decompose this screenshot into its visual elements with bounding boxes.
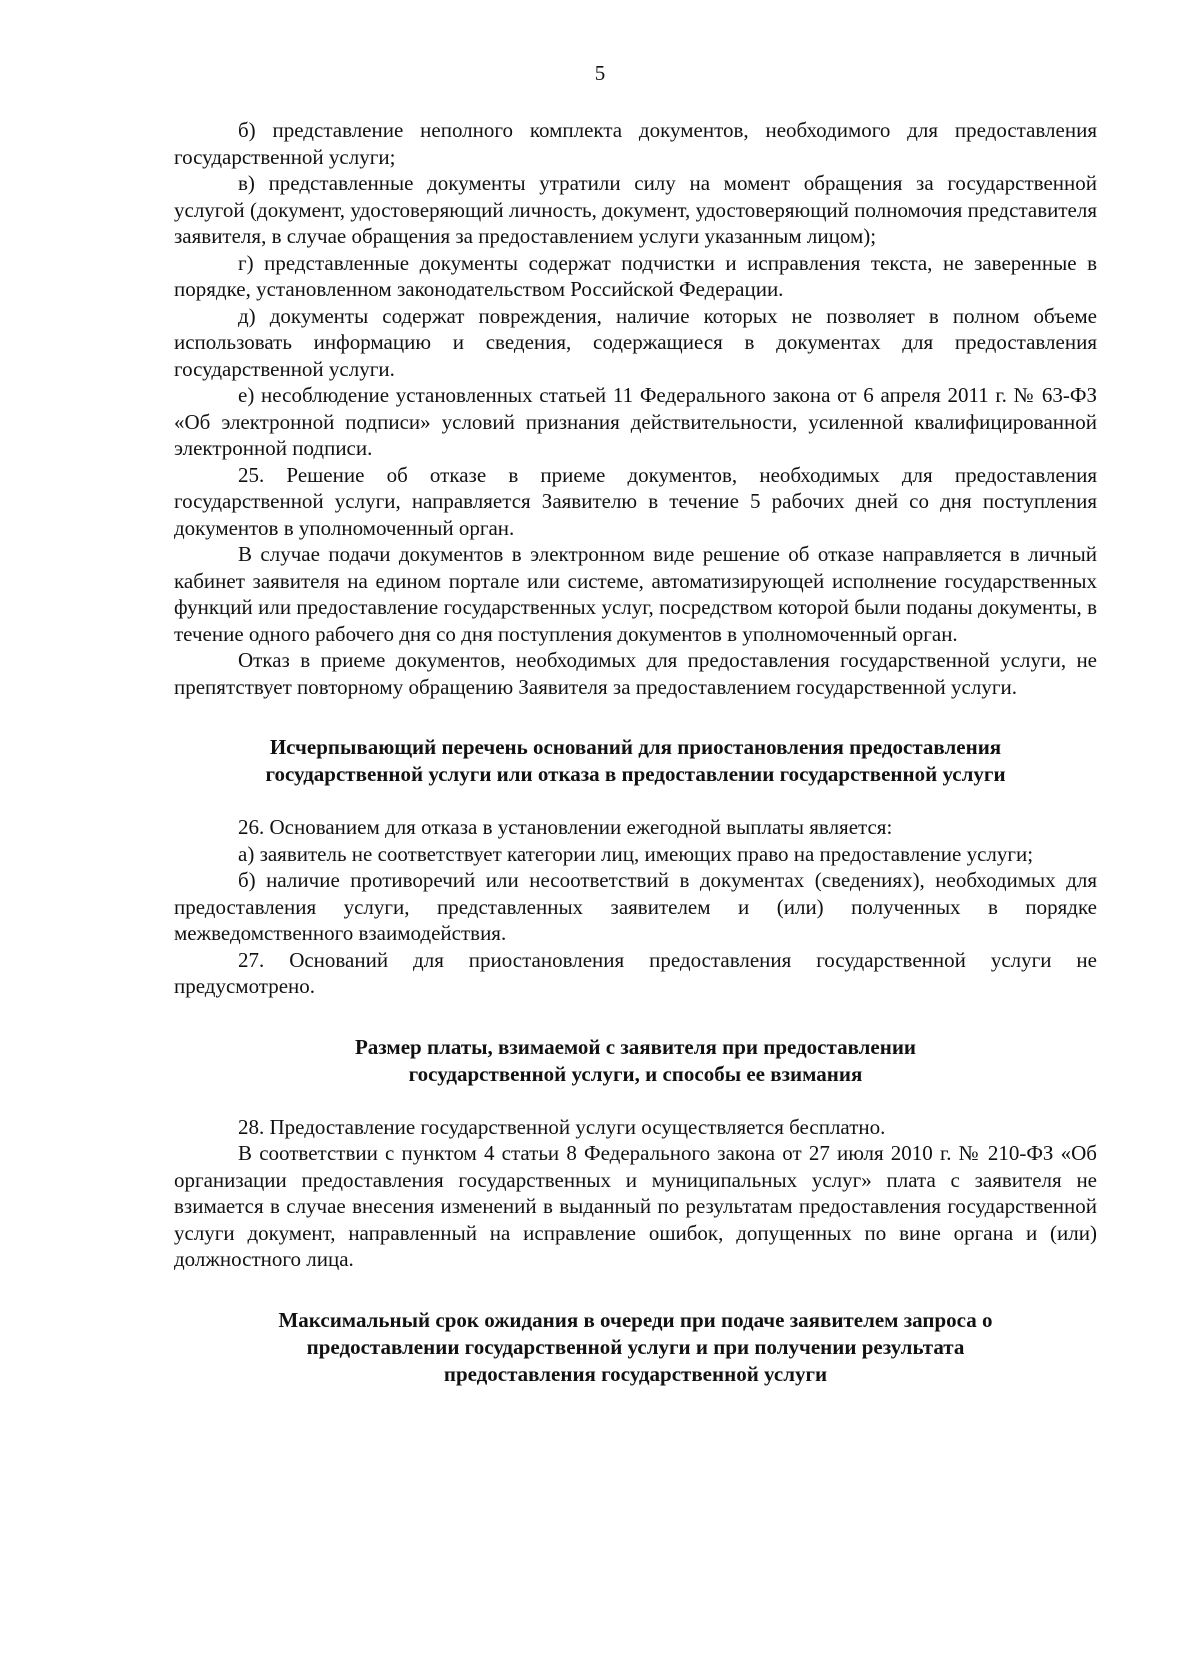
paragraph-26b: б) наличие противоречий или несоответствий в документах (сведениях), необходимых для предоставления услуги, представленных заявителем и (или) полученных в порядке межведомственного взаимодействия.	[174, 868, 1097, 945]
paragraph-24v: в) представленные документы утратили силу на момент обращения за государственной услугой (документ, удостоверяющий личность, документ, удостоверяющий полномочия представителя заявителя, в случае обращения за предоставлением услуги указанным лицом);	[174, 171, 1097, 248]
paragraph-26: 26. Основанием для отказа в установлении ежегодной выплаты является:	[238, 815, 893, 839]
heading-line: предоставления государственной услуги	[443, 1361, 828, 1386]
paragraph-26a: а) заявитель не соответствует категории лиц, имеющих право на предоставление услуги;	[238, 841, 1034, 866]
heading-line: предоставлении государственной услуги и при получении результата	[306, 1334, 965, 1359]
paragraph-28-fee-exemption: В соответствии с пунктом 4 статьи 8 Федерального закона от 27 июля 2010 г. № 210-ФЗ «Об организации предоставления государственных и муниципальных услуг» плата с заявителя не взимается в случае внесения изменений в выданный по результатам предоставления государственной услуги документ, направленный на исправление ошибок, допущенных по вине органа и (или) должностного лица.	[174, 1141, 1097, 1271]
spacer	[174, 1000, 1097, 1034]
spacer	[174, 788, 1097, 814]
paragraph-25-refusal: Отказ в приеме документов, необходимых для предоставления государственной услуги, не препятствует повторному обращению Заявителя за предоставлением государственной услуги.	[174, 648, 1097, 699]
section-heading-queue-time	[174, 1307, 1097, 1388]
section-heading-grounds-refusal	[174, 734, 1097, 788]
paragraph-24b: б) представление неполного комплекта документов, необходимого для предоставления государственной услуги;	[174, 118, 1097, 169]
heading-line: Размер платы, взимаемой с заявителя при предоставлении	[354, 1034, 917, 1059]
paragraph-27: 27. Оснований для приостановления предоставления государственной услуги не предусмотрено.	[174, 947, 1097, 998]
paragraph-25: 25. Решение об отказе в приеме документов, необходимых для предоставления государственной услуги, направляется Заявителю в течение 5 рабочих дней со дня поступления документов в уполномоченный орган.	[174, 462, 1097, 540]
paragraph-28: 28. Предоставление государственной услуги осуществляется бесплатно.	[238, 1114, 886, 1139]
document-body	[174, 117, 1097, 1388]
paragraph-24e: е) несоблюдение установленных статьей 11 Федерального закона от 6 апреля 2011 г. № 63-ФЗ «Об электронной подписи» условий признания действительности, усиленной квалифицированной электронной подписи.	[174, 383, 1097, 460]
heading-line: государственной услуги или отказа в предоставлении государственной услуги	[265, 762, 1006, 786]
spacer	[174, 1273, 1097, 1307]
section-heading-fee	[174, 1034, 1097, 1088]
heading-line: государственной услуги, и способы ее взимания	[408, 1061, 863, 1086]
heading-line: Максимальный срок ожидания в очереди при подаче заявителем запроса о	[278, 1307, 993, 1332]
page-number: 5	[594, 61, 606, 85]
paragraph-24d: д) документы содержат повреждения, наличие которых не позволяет в полном объеме использовать информацию и сведения, содержащиеся в документах для предоставления государственной услуги.	[174, 303, 1097, 381]
paragraph-25-electronic: В случае подачи документов в электронном виде решение об отказе направляется в личный кабинет заявителя на едином портале или системе, автоматизирующей исполнение государственных функций или предоставление государственных услуг, посредством которой были поданы документы, в течение одного рабочего дня со дня поступления документов в уполномоченный орган.	[174, 542, 1097, 646]
heading-line: Исчерпывающий перечень оснований для приостановления предоставления	[269, 735, 1002, 759]
spacer	[174, 1088, 1097, 1114]
spacer	[174, 700, 1097, 734]
paragraph-24g: г) представленные документы содержат подчистки и исправления текста, не заверенные в порядке, установленном законодательством Российской Федерации.	[174, 250, 1097, 301]
